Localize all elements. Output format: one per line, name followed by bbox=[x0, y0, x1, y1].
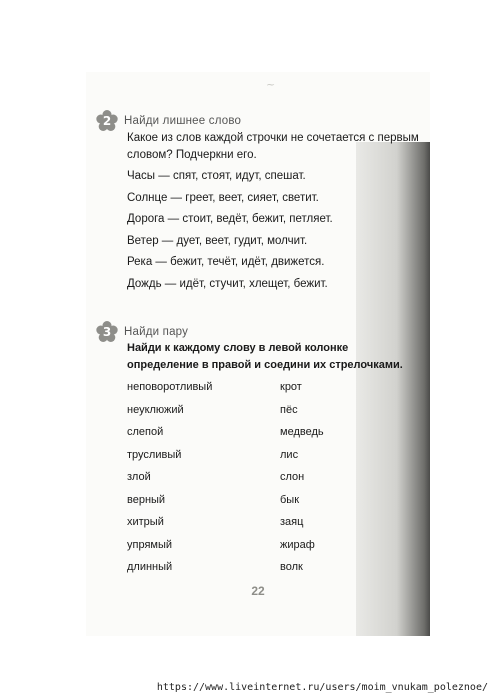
pair-row bbox=[127, 511, 417, 534]
left-word: трусливый bbox=[127, 448, 182, 461]
left-word: хитрый bbox=[127, 516, 164, 528]
bleed-through-mark: ~ bbox=[266, 78, 276, 91]
section-2-header bbox=[96, 110, 241, 132]
section-instruction: Найди к каждому слову в левой колонке определение в правой и соедини их стрелочками. bbox=[127, 342, 403, 371]
word-line: Река — бежит, течёт, идёт, движется. bbox=[127, 256, 325, 268]
left-word: упрямый bbox=[127, 538, 173, 551]
section-number: 3 bbox=[102, 325, 112, 339]
word-line: Ветер — дует, веет, гудит, молчит. bbox=[127, 234, 308, 247]
left-word: неповоротливый bbox=[127, 381, 213, 393]
pair-columns bbox=[127, 376, 417, 579]
section-number-badge bbox=[96, 110, 118, 132]
right-word: медведь bbox=[280, 426, 324, 438]
section-number-badge bbox=[96, 321, 118, 343]
book-page bbox=[86, 72, 430, 636]
right-word: заяц bbox=[280, 516, 304, 528]
word-line: Дорога — стоит, ведёт, бежит, петляет. bbox=[127, 213, 333, 225]
pair-row bbox=[127, 376, 417, 399]
pair-row bbox=[127, 489, 417, 512]
word-lines bbox=[127, 166, 333, 295]
pair-row bbox=[127, 556, 417, 579]
right-word: жираф bbox=[280, 538, 315, 551]
pair-row bbox=[127, 421, 417, 444]
right-word: лис bbox=[280, 448, 299, 461]
left-word: верный bbox=[127, 493, 166, 506]
section-title: Найди лишнее слово bbox=[124, 115, 242, 127]
section-title: Найди пару bbox=[124, 326, 189, 338]
right-word: крот bbox=[280, 381, 302, 393]
left-word: слепой bbox=[127, 426, 164, 438]
left-word: злой bbox=[127, 471, 151, 483]
word-line: Часы — спят, стоят, идут, спешат. bbox=[127, 170, 306, 182]
pair-row bbox=[127, 444, 417, 467]
source-url: https://www.liveinternet.ru/users/moim_vnukam_poleznoe/ bbox=[156, 682, 488, 693]
right-word: волк bbox=[280, 561, 303, 573]
word-line: Солнце — греет, веет, сияет, светит. bbox=[127, 191, 319, 204]
pair-row bbox=[127, 534, 417, 557]
right-word: слон bbox=[280, 471, 305, 483]
section-number: 2 bbox=[102, 114, 112, 128]
page-number: 22 bbox=[251, 584, 265, 598]
pair-row bbox=[127, 399, 417, 422]
left-word: длинный bbox=[127, 561, 173, 573]
left-word: неуклюжий bbox=[127, 403, 184, 416]
section-instruction: Какое из слов каждой строчки не сочетается с первым словом? Подчеркни его. bbox=[127, 132, 419, 161]
right-word: пёс bbox=[280, 403, 298, 416]
pair-row bbox=[127, 466, 417, 489]
right-word: бык bbox=[280, 493, 300, 506]
word-line: Дождь — идёт, стучит, хлещет, бежит. bbox=[127, 277, 328, 290]
